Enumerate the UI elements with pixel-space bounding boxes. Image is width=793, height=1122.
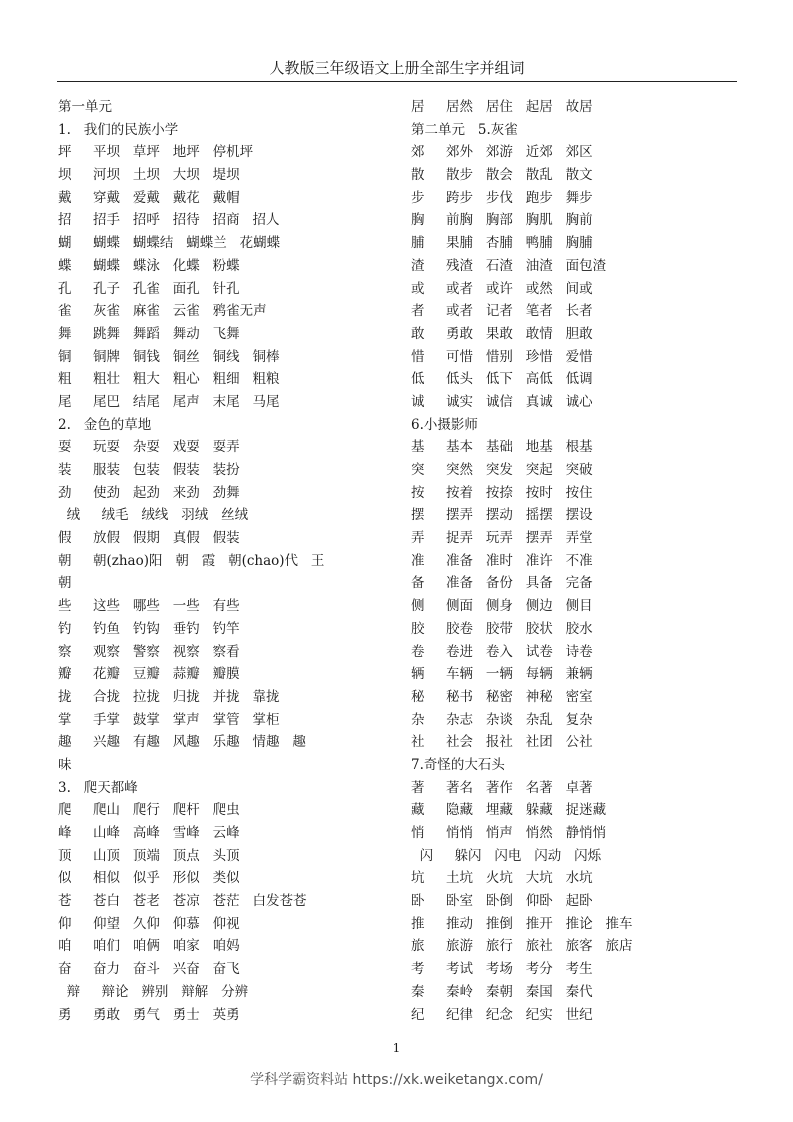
word-line: 假 放假 假期 真假 假装 xyxy=(58,530,240,547)
word-line: 拢 合拢 拉拢 归拢 并拢 靠拢 xyxy=(58,688,280,705)
word-line: 卷 卷进 卷入 试卷 诗卷 xyxy=(411,643,593,660)
word-line: 坑 土坑 火坑 大坑 水坑 xyxy=(411,870,593,887)
word-line: 渣 残渣 石渣 油渣 面包渣 xyxy=(411,257,607,274)
word-line: 铜 铜牌 铜钱 铜丝 铜线 铜棒 xyxy=(58,348,280,365)
word-line: 劲 使劲 起劲 来劲 劲舞 xyxy=(58,484,240,501)
word-line: 秘 秘书 秘密 神秘 密室 xyxy=(411,688,593,705)
word-line: 坝 河坝 土坝 大坝 堤坝 xyxy=(58,167,240,184)
word-line: 者 或者 记者 笔者 长者 xyxy=(411,303,593,320)
word-line: 考 考试 考场 考分 考生 xyxy=(411,961,593,978)
word-line: 些 这些 哪些 一些 有些 xyxy=(58,598,240,615)
word-line: 3. 爬天都峰 xyxy=(58,779,138,796)
word-line: 7.奇怪的大石头 xyxy=(411,756,505,773)
word-line: 辩 辩论 辨别 辩解 分辨 xyxy=(58,983,249,1000)
word-line: 秦 秦岭 秦朝 秦国 秦代 xyxy=(411,983,593,1000)
word-line: 瓣 花瓣 豆瓣 蒜瓣 瓣膜 xyxy=(58,666,240,683)
word-line: 尾 尾巴 结尾 尾声 末尾 马尾 xyxy=(58,393,280,410)
word-line: 诚 诚实 诚信 真诚 诚心 xyxy=(411,393,593,410)
word-line: 舞 跳舞 舞蹈 舞动 飞舞 xyxy=(58,325,240,342)
word-line: 藏 隐藏 埋藏 躲藏 捉迷藏 xyxy=(411,802,607,819)
word-line: 基 基本 基础 地基 根基 xyxy=(411,439,593,456)
word-line: 朝 朝(zhao)阳 朝 霞 朝(chao)代 王 xyxy=(58,552,325,569)
word-line: 耍 玩耍 杂耍 戏耍 耍弄 xyxy=(58,439,240,456)
word-line: 第二单元 5.灰雀 xyxy=(411,121,518,138)
word-line: 散 散步 散会 散乱 散文 xyxy=(411,167,593,184)
word-line: 粗 粗壮 粗大 粗心 粗细 粗粮 xyxy=(58,371,280,388)
word-line: 悄 悄悄 悄声 悄然 静悄悄 xyxy=(411,825,607,841)
page-title: 人教版三年级语文上册全部生字并组词 xyxy=(57,58,737,82)
word-line: 顶 山顶 顶端 顶点 头顶 xyxy=(58,847,240,864)
word-line: 卧 卧室 卧倒 仰卧 起卧 xyxy=(411,893,593,910)
word-line: 咱 咱们 咱俩 咱家 咱妈 xyxy=(58,938,240,955)
word-line: 侧 侧面 侧身 侧边 侧目 xyxy=(411,598,593,615)
word-line: 摆 摆弄 摆动 摇摆 摆设 xyxy=(411,507,593,524)
word-line: 胶 胶卷 胶带 胶状 胶水 xyxy=(411,620,593,637)
word-line: 6.小摄影师 xyxy=(411,416,478,433)
word-line: 纪 纪律 纪念 纪实 世纪 xyxy=(411,1006,593,1023)
word-line: 步 跨步 步伐 跑步 舞步 xyxy=(411,189,593,206)
word-line: 按 按着 按捺 按时 按住 xyxy=(411,484,593,501)
word-line: 弄 捉弄 玩弄 摆弄 弄堂 xyxy=(411,530,593,547)
word-line: 仰 仰望 久仰 仰慕 仰视 xyxy=(58,915,240,932)
word-line: 1. 我们的民族小学 xyxy=(58,121,179,138)
word-line: 似 相似 似乎 形似 类似 xyxy=(58,870,240,887)
word-line: 旅 旅游 旅行 旅社 旅客 旅店 xyxy=(411,938,633,955)
word-line: 趣 兴趣 有趣 风趣 乐趣 情趣 趣 xyxy=(58,734,306,751)
word-line: 居 居然 居住 起居 故居 xyxy=(411,99,593,115)
word-line: 2. 金色的草地 xyxy=(58,416,152,433)
word-line: 或 或者 或许 或然 间或 xyxy=(411,280,593,297)
word-line: 装 服装 包装 假装 装扮 xyxy=(58,462,240,478)
word-line: 爬 爬山 爬行 爬杆 爬虫 xyxy=(58,802,240,819)
word-line: 勇 勇敢 勇气 勇士 英勇 xyxy=(58,1006,240,1023)
word-line: 惜 可惜 惜别 珍惜 爱惜 xyxy=(411,348,593,365)
word-line: 胸 前胸 胸部 胸肌 胸前 xyxy=(411,212,593,229)
word-line: 第一单元 xyxy=(58,99,112,115)
word-line: 著 著名 著作 名著 卓著 xyxy=(411,779,593,796)
word-line: 钓 钓鱼 钓钩 垂钓 钓竿 xyxy=(58,620,240,637)
word-line: 郊 郊外 郊游 近郊 郊区 xyxy=(411,144,593,161)
word-line: 招 招手 招呼 招待 招商 招人 xyxy=(58,212,280,229)
left-column xyxy=(58,96,388,1026)
word-line: 察 观察 警察 视察 察看 xyxy=(58,643,240,660)
word-line: 奋 奋力 奋斗 兴奋 奋飞 xyxy=(58,961,240,978)
page-number: 1 xyxy=(392,1041,401,1055)
word-line: 杂 杂志 杂谈 杂乱 复杂 xyxy=(411,711,593,728)
word-line: 社 社会 报社 社团 公社 xyxy=(411,734,593,751)
word-line: 味 xyxy=(58,756,72,773)
right-column xyxy=(411,96,741,1026)
word-line: 敢 勇敢 果敢 敢情 胆敢 xyxy=(411,325,593,342)
word-line: 苍 苍白 苍老 苍凉 苍茫 白发苍苍 xyxy=(58,893,307,910)
word-line: 突 突然 突发 突起 突破 xyxy=(411,462,593,478)
word-line: 准 准备 准时 准许 不准 xyxy=(411,552,593,569)
footer-watermark: 学科学霸资料站 https://xk.weiketangx.com/ xyxy=(250,1072,543,1088)
word-line: 掌 手掌 鼓掌 掌声 掌管 掌柜 xyxy=(58,711,280,728)
word-line: 绒 绒毛 绒线 羽绒 丝绒 xyxy=(58,507,249,524)
word-line: 蝶 蝴蝶 蝶泳 化蝶 粉蝶 xyxy=(58,257,240,274)
word-line: 雀 灰雀 麻雀 云雀 鸦雀无声 xyxy=(58,303,267,320)
word-line: 坪 平坝 草坪 地坪 停机坪 xyxy=(58,144,254,161)
word-line: 蝴 蝴蝶 蝴蝶结 蝴蝶兰 花蝴蝶 xyxy=(58,235,281,252)
word-line: 戴 穿戴 爱戴 戴花 戴帽 xyxy=(58,189,240,206)
word-line: 低 低头 低下 高低 低调 xyxy=(411,371,593,388)
word-line: 辆 车辆 一辆 每辆 兼辆 xyxy=(411,666,593,683)
word-line: 备 准备 备份 具备 完备 xyxy=(411,575,593,592)
word-line: 峰 山峰 高峰 雪峰 云峰 xyxy=(58,825,240,841)
word-line: 闪 躲闪 闪电 闪动 闪烁 xyxy=(411,847,602,864)
word-line: 朝 xyxy=(58,575,72,592)
word-line: 推 推动 推倒 推开 推论 推车 xyxy=(411,915,633,932)
word-line: 孔 孔子 孔雀 面孔 针孔 xyxy=(58,280,240,297)
word-line: 脯 果脯 杏脯 鸭脯 胸脯 xyxy=(411,235,593,252)
